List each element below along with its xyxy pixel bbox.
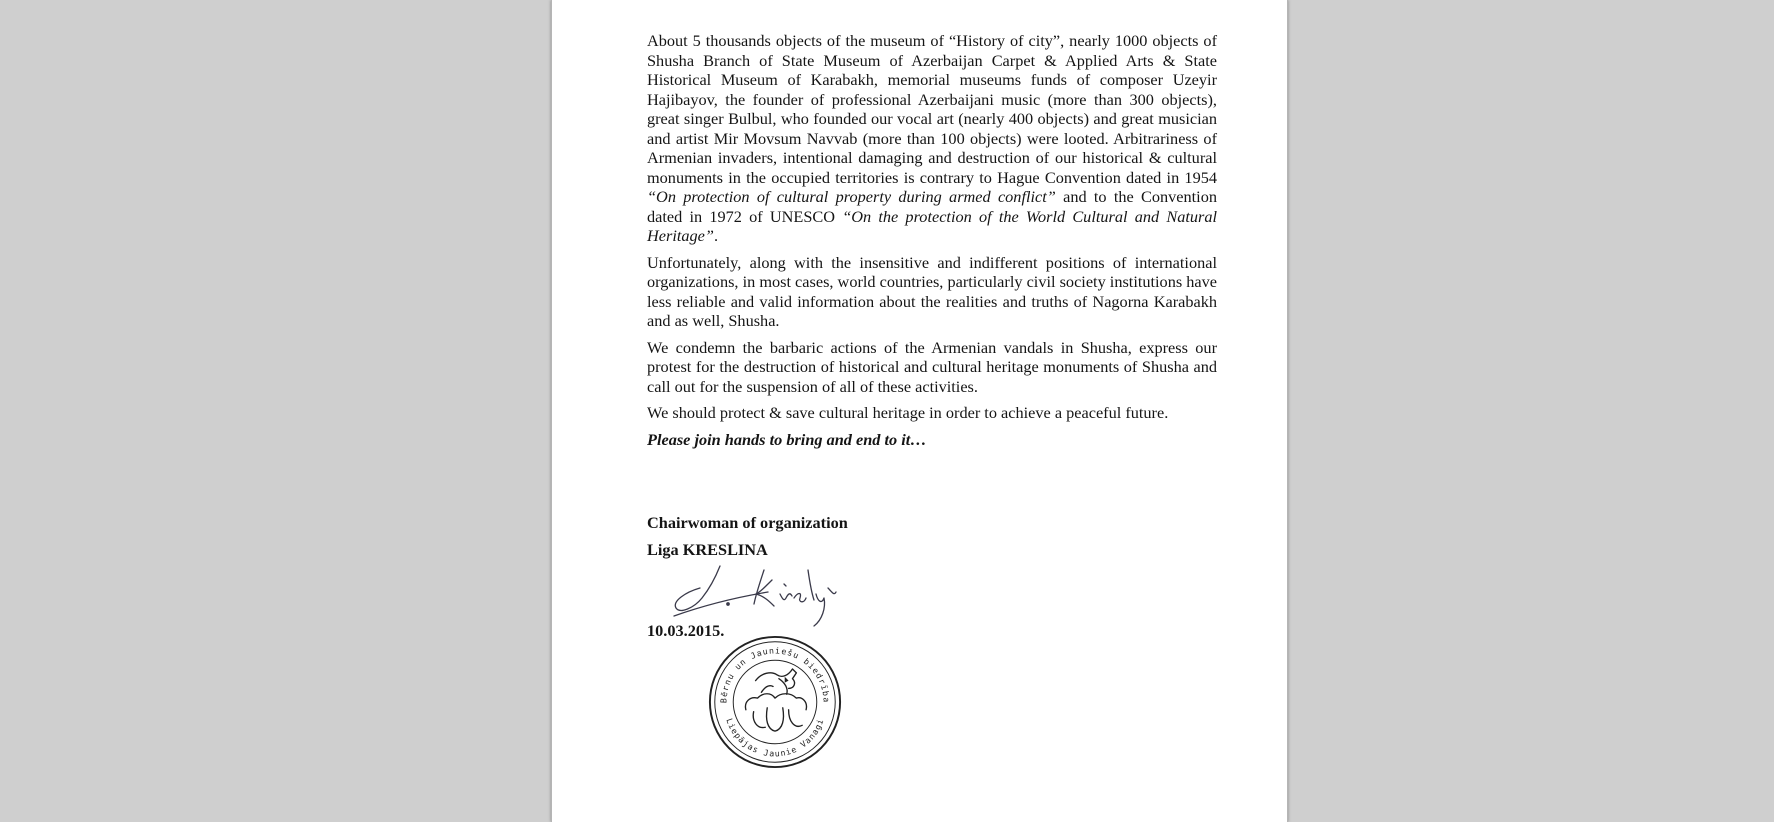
- signatory-title: Chairwoman of organization: [647, 513, 848, 532]
- paragraph-protect-heritage: We should protect & save cultural heritage in order to achieve a peaceful future.: [647, 403, 1169, 422]
- organization-stamp-icon: [707, 634, 843, 770]
- signature-icon: [672, 558, 872, 630]
- stamp-text-bottom: Liepājas Jaunie Vanagi: [724, 716, 826, 759]
- document-date: 10.03.2015.: [647, 621, 725, 640]
- unesco-convention-title: “On the protection of the World Cultural and Natural Heritage”: [647, 206, 1217, 245]
- slogan: Please join hands to bring and end to it…: [647, 429, 927, 449]
- letter-body: [647, 31, 1217, 449]
- stamp-text-top: Bērnu un Jauniešu biedrība: [718, 645, 832, 704]
- signatory-name: Liga KRESLINA: [647, 540, 768, 559]
- paragraph-looted-objects: About 5 thousands objects of the museum of “History of city”, nearly 1000 objects of Shusha Branch of State Museum of Azerbaijan Carpet & Applied Arts & State Historical Museum of Karabakh, memorial museums funds of composer Uzeyir Hajibayov, the founder of professional Azerbaijani music (more than 300 objects), great singer Bulbul, who founded our vocal art (nearly 400 objects) and great musician and artist Mir Movsum Navvab (more than 100 objects) were looted. Arbitrariness of Armenian invaders, intentional damaging and destruction of our historical & cultural monuments in the occupied territories is contrary to Hague Convention dated in 1954 “On protection of cultural property during armed conflict” and to the Convention dated in 1972 of UNESCO “On the protection of the World Cultural and Natural Heritage”.: [647, 31, 1217, 245]
- paragraph-international-positions: Unfortunately, along with the insensitive and indifferent positions of international organizations, in most cases, world countries, particularly civil society institutions have less reliable and valid information about the realities and truths of Nagorna Karabakh and as well, Shusha.: [647, 252, 1217, 330]
- hague-convention-title: “On protection of cultural property during armed conflict”: [647, 187, 1056, 206]
- svg-text:Liepājas Jaunie Vanagi: [724, 717, 825, 759]
- document-page: [551, 0, 1288, 822]
- paragraph-condemnation: We condemn the barbaric actions of the Armenian vandals in Shusha, express our protest for the destruction of historical and cultural heritage monuments of Shusha and call out for the suspension of all of these activities.: [647, 337, 1217, 396]
